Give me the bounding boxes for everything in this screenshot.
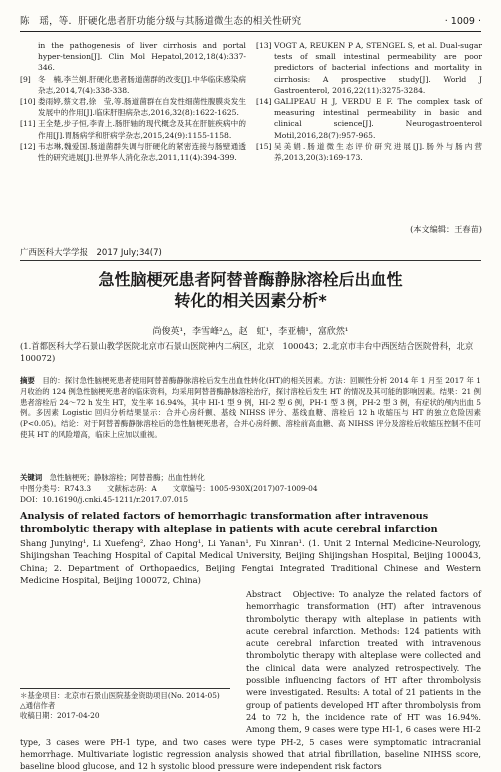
- page-number: · 1009 ·: [444, 16, 481, 27]
- abstract-cn: [20, 376, 481, 441]
- corresponding-author-note: △通信作者: [20, 700, 56, 710]
- reference-item: [9] 冬 楠,李兰娟.肝硬化患者肠道菌群的改变[J].中华临床感染病杂志,2014,7(4):338-338.: [20, 74, 246, 95]
- references-left-column: [20, 40, 246, 163]
- header-title: 陈 瑶，等．肝硬化患者肝功能分级与其肠道微生态的相关性研究: [20, 16, 302, 27]
- reference-item: [14] GALIPEAU H J, VERDU E F. The complex task of measuring intestinal permeability in basic and clinical science[J]. Neurogastroenterol Motil,2016,28(7):957-965.: [256, 97, 482, 140]
- authors-cn: 尚俊英¹，李雪峰²△，赵 虹¹，李亚楠¹，富欣然¹: [152, 327, 349, 337]
- references-right-column: [256, 40, 482, 163]
- article-number: 文章编号：1005-930X(2017)07-1009-04: [172, 484, 318, 493]
- article-title-line-2: 转化的相关因素分析*: [174, 291, 327, 310]
- reference-item: [15] 吴美娟.肠道微生态评价研究进展[J].肠外与肠内营养,2013,20(3):169-173.: [256, 141, 482, 163]
- article-title-line-1: 急性脑梗死患者阿替普酶静脉溶栓后出血性: [98, 270, 403, 289]
- reference-item: in the pathogenesis of liver cirrhosis and portal hyper-tension[J]. Clin Mol Hepatol,2012,18(4):337-346.: [38, 41, 246, 73]
- reference-item: [11] 王全楚,步子恒,李青上.肠肝轴的现代概念及其在肝脏疾病中的作用[J].胃肠病学和肝病学杂志,2015,24(9):1155-1158.: [20, 119, 246, 140]
- received-date: 收稿日期：2017-04-20: [20, 710, 100, 720]
- document-code: 文献标志码：A: [107, 484, 157, 493]
- keywords-text: 急性脑梗死；静脉溶栓；阿替普酶；出血性转化: [49, 473, 205, 482]
- abstract-en-text: Abstract Objective: To analyze the related factors of hemorrhagic transformation (HT) after intravenous thrombolytic therapy with alteplase in patients with acute cerebral infarction. Methods: 124 patients with acute cerebral infarction treated with intravenous thrombolytic therapy with alteplase were collected and the clinical data were analyzed retrospectively. The possible influencing factors of HT after thrombolysis were investigated. Results: A total of 21 patients in the group of patients developed HT after thrombolysis from 24 to 72 h, the incidence rate of HT was 16.94%. Among them, 9 cases were type HI-1, 6 cases were HI-2 type, 3 cases were PH-1 type, and two cases were type PH-2, 5 cases were symptomatic intracranial hemorrhage. Multivariate logistic regression analysis showed that atrial fibrillation, baseline NIHSS score, baseline blood glucose, and 12 h systolic blood pressure were independent risk factors: [20, 589, 481, 772]
- affiliation-cn: (1.首都医科大学石景山教学医院北京市石景山医院神内二病区，北京 100043；2.北京市丰台中西医结合医院骨科，北京 100072): [20, 341, 482, 363]
- abstract-text: 目的：探讨急性脑梗死患者使用阿替普酶静脉溶栓后发生出血性转化(HT)的相关因素。方法：回顾性分析 2014 年 1 月至 2017 年 1 月收治的 124 例急性脑梗死患者的临床资料，均采用阿替普酶静脉溶栓治疗，探讨溶栓后发生 HT 的情况及其可能的影响因素。结果：21 例患者溶栓后 24～72 h 发生 HT，发生率 16.94%，其中 HI-1 型 9 例，HI-2 型 6 例，PH-1 型 3 例，PH-2 型 3 例，有症状的颅内出血 5 例。多因素 Logistic 回归分析结果显示：合并心房纤颤、基线 NIHSS 评分、基线血糖、溶栓后 12 h 收缩压与 HT 的独立危险因素(P<0.05)。结论：对于阿替普酶静脉溶栓后的急性脑梗死患者，合并心房纤颤、溶栓前高血糖、高 NIHSS 评分及溶栓后收缩压控制不佳可使其 HT 的风险增高，临床上应加以重视。: [20, 376, 481, 439]
- abstract-en: [20, 588, 481, 772]
- abstract-label: 摘要: [20, 376, 35, 385]
- reference-item: [12] 韦志琳,魏爱国.肠道菌群失调与肝硬化的紧密连接与肠壁通透性的研究进展[J].世界华人消化杂志,2011,11(4):394-399.: [20, 141, 246, 163]
- footnote: [20, 688, 230, 720]
- reference-item: [13] VOGT A, REUKEN P A, STENGEL S, et al. Dual-sugar tests of small intestinal permeability are poor predictors of bacterial infections and mortality in cirrhosis: A prospective study[J]. World J Gastroenterol, 2016,22(11):3275-3284.: [256, 41, 482, 95]
- classification-line: [20, 484, 481, 495]
- funding-note: ＊基金项目：北京市石景山医院基金资助项目(No. 2014-05): [20, 691, 220, 700]
- article-title-en: Analysis of related factors of hemorrhagic transformation after intravenous thrombolytic therapy with alteplase in patients with acute cerebral infarction: [20, 511, 438, 535]
- keywords-label: 关键词: [20, 473, 43, 482]
- journal-section-line: 广西医科大学学报 2017 July;34(7): [20, 246, 481, 261]
- keywords: [20, 473, 481, 484]
- doi: DOI：10.16190/j.cnki.45-1211/r.2017.07.015: [20, 495, 189, 504]
- authors-affiliation-en: Shang Junying¹, Li Xuefeng², Zhao Hong¹, Li Yanan¹, Fu Xinran¹. (1. Unit 2 Internal Medicine-Neurology, Shijingshan Teaching Hospital of Capital Medical University, Beijing Shijingshan Hospital, Beijing 100043, China; 2. Department of Orthopaedics, Beijing Fengtai Integrated Traditional Chinese and Western Medicine Hospital, Beijing 100072, China): [20, 538, 481, 586]
- editor-note: (本文编辑：王春苗): [410, 224, 482, 234]
- running-header: [20, 10, 481, 32]
- reference-item: [10] 娄雨婷,蔡文君,徐 莹,等.肠道菌群在自发性细菌性腹膜炎发生发展中的作用[J].临床肝胆病杂志,2016,32(8):1622-1625.: [20, 97, 246, 118]
- clc-number: 中图分类号：R743.3: [20, 484, 92, 493]
